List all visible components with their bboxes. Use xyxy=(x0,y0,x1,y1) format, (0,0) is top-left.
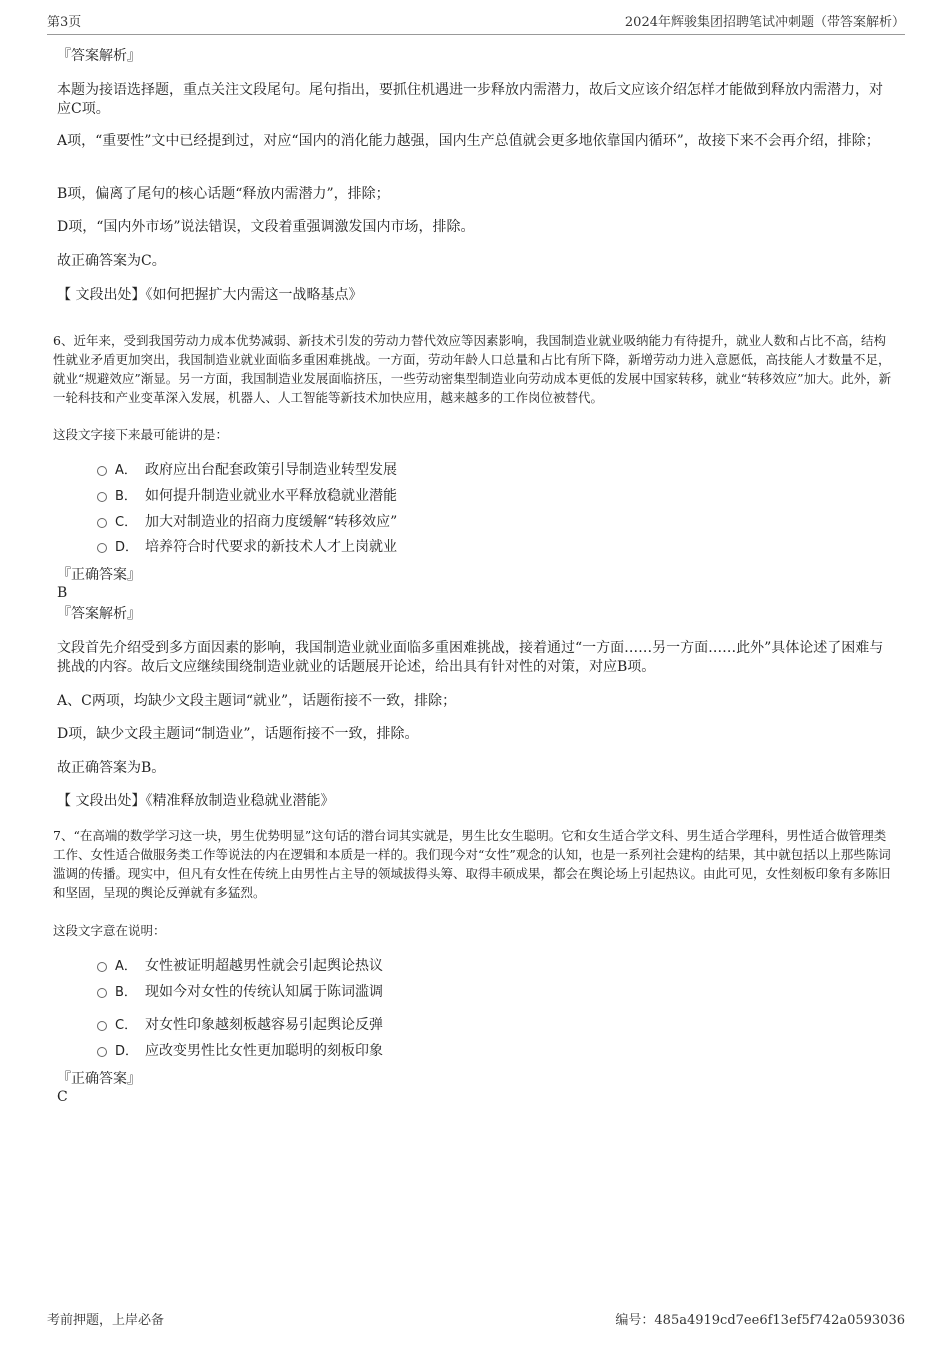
q6-analysis-title: 『答案解析』 xyxy=(57,606,141,622)
radio-icon[interactable] xyxy=(97,1047,107,1057)
q5-analysis-p3: B项，偏离了尾句的核心话题“释放内需潜力”，排除； xyxy=(57,186,390,202)
q7-option-c[interactable]: C． 对女性印象越刻板越容易引起舆论反弹 xyxy=(97,1015,383,1036)
q7-answer-title: 『正确答案』 xyxy=(57,1071,141,1087)
radio-icon[interactable] xyxy=(97,1021,107,1031)
q6-analysis-p2: A、C两项，均缺少文段主题词“就业”，话题衔接不一致，排除； xyxy=(57,693,457,709)
radio-icon[interactable] xyxy=(97,988,107,998)
q6-answer-title: 『正确答案』 xyxy=(57,567,141,583)
q6-analysis-p3: D项，缺少文段主题词“制造业”，话题衔接不一致，排除。 xyxy=(57,726,419,742)
q5-analysis-title: 『答案解析』 xyxy=(57,48,141,64)
q6-option-a[interactable]: A． 政府应出台配套政策引导制造业转型发展 xyxy=(97,460,397,481)
q7-stem: 7、“在高端的数学学习这一块，男生优势明显”这句话的潜台词其实就是，男生比女生聪明。它和女生适合学文科、男生适合学理科，男性适合做管理类工作、女性适合做服务类工作等说法的内在逻辑和本质是一样的。我们现今对“女性”观念的认知，也是一系列社会建构的结果，其中就包括以上那些陈词滥调的传播。现实中，但凡有女性在传统上由男性占主导的领域拔得头筹、取得丰硕成果，都会在舆论场上引起热议。由此可见，女性刻板印象有多陈旧和坚固，呈现的舆论反弹就有多猛烈。 xyxy=(53,828,891,900)
radio-icon[interactable] xyxy=(97,466,107,476)
q5-analysis-p5: 故正确答案为C。 xyxy=(57,253,166,269)
q7-prompt: 这段文字意在说明： xyxy=(53,923,166,938)
page-header xyxy=(47,12,905,35)
radio-icon[interactable] xyxy=(97,543,107,553)
q5-source: 【 文段出处】《如何把握扩大内需这一战略基点》 xyxy=(57,287,363,303)
q6-option-d[interactable]: D． 培养符合时代要求的新技术人才上岗就业 xyxy=(97,537,397,558)
q6-answer: B xyxy=(57,585,68,601)
footer-doc-id: 编号：485a4919cd7ee6f13ef5f742a0593036 xyxy=(615,1313,905,1328)
q6-stem: 6、近年来，受到我国劳动力成本优势减弱、新技术引发的劳动力替代效应等因素影响，我国制造业就业吸纳能力有待提升，就业人数和占比不高，结构性就业矛盾更加突出，我国制造业就业面临多重困难挑战。一方面，劳动年龄人口总量和占比有所下降，新增劳动力进入意愿低，高技能人才数量不足，就业“规避效应”渐显。另一方面，我国制造业发展面临挤压，一些劳动密集型制造业向劳动成本更低的发展中国家转移，就业“转移效应”加大。此外，新一轮科技和产业变革深入发展，机器人、人工智能等新技术加快应用，越来越多的工作岗位被替代。 xyxy=(53,333,892,405)
q6-option-b[interactable]: B． 如何提升制造业就业水平释放稳就业潜能 xyxy=(97,486,397,507)
page-number: 第3页 xyxy=(47,15,82,30)
radio-icon[interactable] xyxy=(97,492,107,502)
document-title: 2024年辉骏集团招聘笔试冲刺题（带答案解析） xyxy=(624,15,905,30)
q7-option-d[interactable]: D． 应改变男性比女性更加聪明的刻板印象 xyxy=(97,1041,383,1062)
q6-prompt: 这段文字接下来最可能讲的是： xyxy=(53,427,229,442)
q6-analysis-p1: 文段首先介绍受到多方面因素的影响，我国制造业就业面临多重困难挑战，接着通过“一方面……另一方面……此外”具体论述了困难与挑战的内容。故后文应继续围绕制造业就业的话题展开论述，给出具有针对性的对策，对应B项。 xyxy=(57,640,884,675)
q6-source: 【 文段出处】《精准释放制造业稳就业潜能》 xyxy=(57,793,335,809)
q6-analysis-p4: 故正确答案为B。 xyxy=(57,760,166,776)
q7-answer: C xyxy=(57,1089,68,1105)
q6-option-c[interactable]: C． 加大对制造业的招商力度缓解“转移效应” xyxy=(97,512,397,533)
q7-option-b[interactable]: B． 现如今对女性的传统认知属于陈词滥调 xyxy=(97,982,383,1003)
q5-analysis-p2: A项，“重要性”文中已经提到过，对应“国内的消化能力越强，国内生产总值就会更多地依靠国内循环”，故接下来不会再介绍，排除； xyxy=(57,133,880,149)
radio-icon[interactable] xyxy=(97,962,107,972)
footer-slogan: 考前押题，上岸必备 xyxy=(47,1313,165,1328)
page-footer xyxy=(47,1310,905,1332)
q5-analysis-p1: 本题为接语选择题，重点关注文段尾句。尾句指出，要抓住机遇进一步释放内需潜力，故后文应该介绍怎样才能做到释放内需潜力，对应C项。 xyxy=(57,82,883,117)
q5-analysis-p4: D项，“国内外市场”说法错误，文段着重强调激发国内市场，排除。 xyxy=(57,219,475,235)
q7-option-a[interactable]: A． 女性被证明超越男性就会引起舆论热议 xyxy=(97,956,383,977)
radio-icon[interactable] xyxy=(97,518,107,528)
